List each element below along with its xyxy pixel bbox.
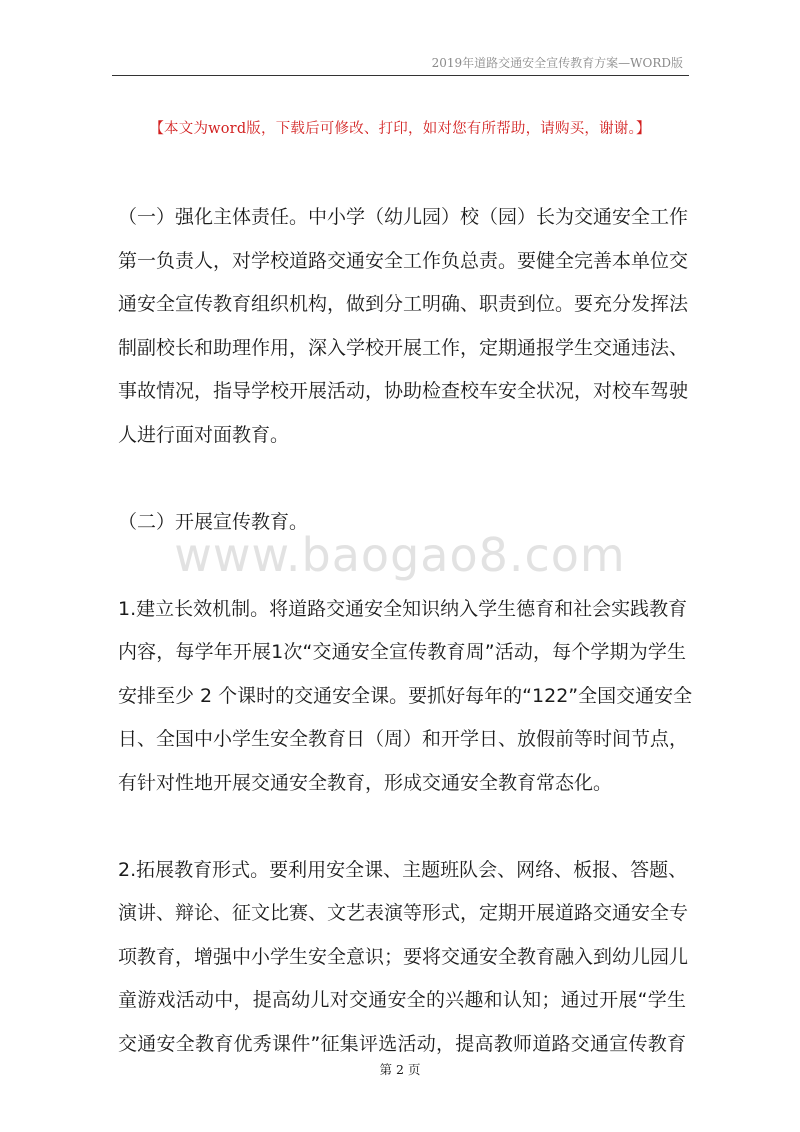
text-line: 有针对性地开展交通安全教育，形成交通安全教育常态化。	[118, 771, 613, 794]
text-line: 第一负责人，对学校道路交通安全工作负总责。要健全完善本单位交	[118, 249, 689, 272]
paragraph-main-responsibility	[118, 196, 689, 457]
text-line: 交通安全教育优秀课件”征集评选活动，提高教师道路交通宣传教育	[118, 1032, 686, 1055]
section-heading-education	[118, 501, 686, 545]
text-line: 事故情况，指导学校开展活动，协助检查校车安全状况，对校车驾驶	[118, 380, 689, 402]
text-line: 人进行面对面教育。	[118, 423, 290, 446]
document-body	[118, 196, 693, 1066]
paragraph-education-forms	[118, 849, 689, 1067]
text-line: 通安全宣传教育组织机构，做到分工明确、职责到位。要充分发挥法	[118, 293, 689, 315]
text-line: 日、全国中小学生安全教育日（周）和开学日、放假前等时间节点，	[118, 728, 689, 750]
text-line: 2.拓展教育形式。要利用安全课、主题班队会、网络、板报、答题、	[118, 858, 688, 881]
text-line: 演讲、辩论、征文比赛、文艺表演等形式，定期开展道路交通安全专	[118, 902, 689, 924]
header-divider	[112, 75, 689, 76]
page-number: 第 2 页	[379, 1062, 421, 1077]
download-notice: 【本文为word版，下载后可修改、打印，如对您有所帮助，请购买，谢谢。】	[149, 121, 651, 137]
text-line: 项教育，增强中小学生安全意识；要将交通安全教育融入到幼儿园儿	[118, 945, 689, 968]
text-line: 安排至少 2 个课时的交通安全课。要抓好每年的“122”全国交通安全	[118, 684, 693, 707]
watermark: www.baogao8.com	[174, 528, 626, 582]
text-line: 童游戏活动中，提高幼儿对交通安全的兴趣和认知；通过开展“学生	[118, 989, 686, 1011]
paragraph-long-term-mechanism	[118, 588, 693, 806]
text-line: 1.建立长效机制。将道路交通安全知识纳入学生德育和社会实践教育	[118, 597, 688, 620]
text-line: 内容，每学年开展1次“交通安全宣传教育周”活动，每个学期为学生	[118, 641, 686, 663]
running-header: 2019年道路交通安全宣传教育方案—WORD版	[431, 56, 683, 70]
text-line: （一）强化主体责任。中小学（幼儿园）校（园）长为交通安全工作	[118, 206, 689, 228]
text-line: 制副校长和助理作用，深入学校开展工作，定期通报学生交通违法、	[118, 336, 689, 359]
text-line: （二）开展宣传教育。	[118, 510, 309, 533]
